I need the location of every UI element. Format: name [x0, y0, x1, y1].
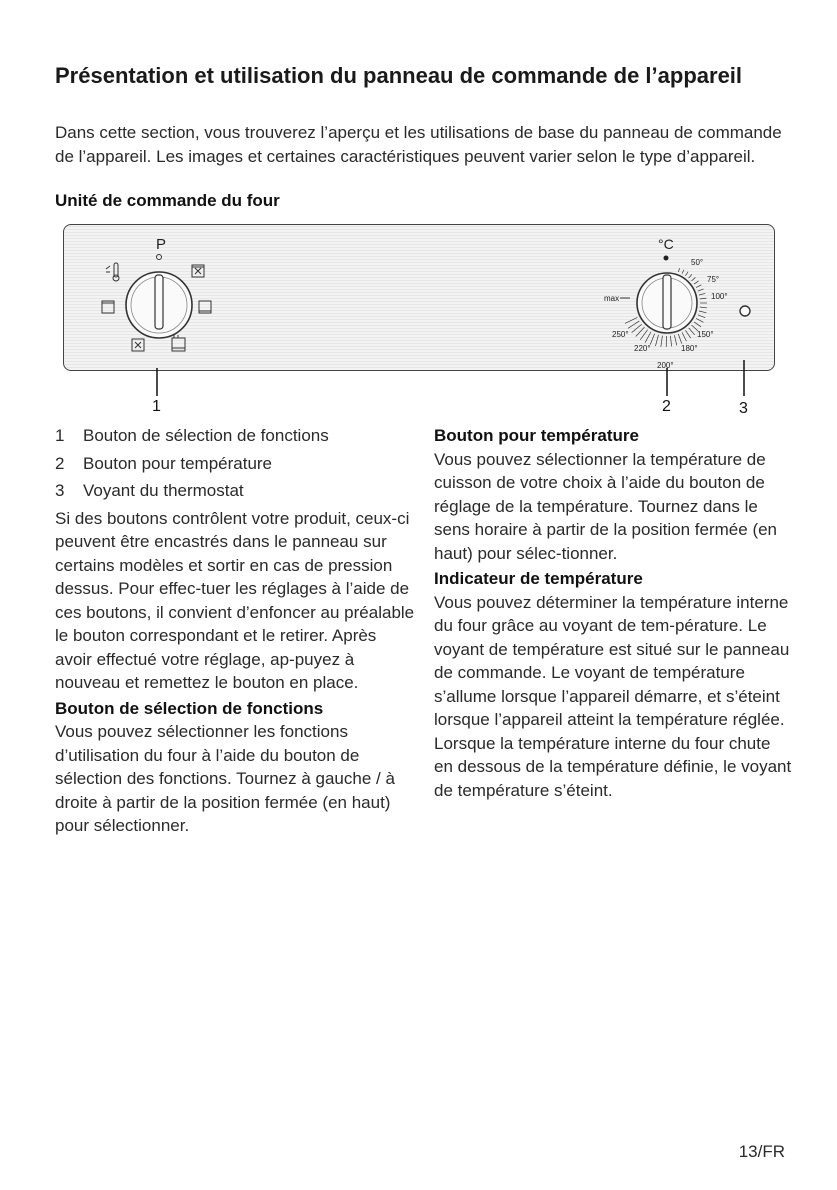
function-button-text: Vous pouvez sélectionner les fonctions d’utilisation du four à l’aide du bouton de sélection des fonctions. Tournez à gauche / à droite à partir de la position fermée (en haut) pour sélectionner.	[55, 722, 395, 835]
temperature-scale-tick	[698, 315, 705, 318]
temp-label-75: 75°	[707, 275, 720, 284]
temperature-indicator-text: Vous pouvez déterminer la température interne du four grâce au voyant de tem-pérature. Le voyant de température est situé sur le panneau de commande. Le voyant de température s’allume lorsque l’appareil démarre, et s’éteint lorsque l’appareil atteint la température réglée. Lorsque la température interne du four chute en dessous de la température définie, le voyant de température s’éteint.	[434, 592, 792, 800]
temperature-scale-tick	[699, 293, 705, 295]
legend-text: Bouton de sélection de fonctions	[83, 426, 329, 445]
temperature-scale-tick	[655, 335, 658, 346]
temperature-scale-tick	[674, 335, 676, 345]
legend-number: 3	[55, 481, 65, 500]
temperature-scale-tick	[645, 332, 651, 343]
oven-control-unit-heading: Unité de commande du four	[55, 191, 280, 210]
grill-icon	[132, 339, 144, 351]
temperature-scale-tick	[682, 332, 686, 341]
function-button-heading: Bouton de sélection de fonctions	[55, 698, 324, 718]
temperature-scale-tick	[689, 328, 695, 335]
legend-list	[55, 424, 415, 503]
temperature-scale-tick	[685, 272, 688, 276]
top-heat-icon	[102, 301, 114, 313]
oven-control-panel-illustration	[63, 224, 775, 371]
temperature-scale-tick	[685, 330, 690, 338]
temp-label-150: 150°	[697, 330, 714, 339]
temperature-knob-indicator-dot	[664, 256, 669, 261]
temperature-scale-tick	[700, 307, 707, 308]
intro-paragraph: Dans cette section, vous trouverez l’aperçu et les utilisations de base du panneau de commande de l’appareil. Les images et certaines caractéristiques peuvent varier selon le type d’appareil.	[55, 123, 782, 166]
temp-label-250: 250°	[612, 330, 629, 339]
temperature-scale-tick	[696, 318, 703, 322]
temperature-scale-tick	[661, 336, 663, 347]
legend-text: Voyant du thermostat	[83, 481, 244, 500]
temp-label-200: 200°	[657, 361, 674, 370]
temp-label-50: 50°	[691, 258, 704, 267]
temperature-scale-tick	[694, 322, 701, 327]
legend-item	[55, 479, 415, 503]
function-knob-grip	[155, 275, 163, 329]
callout-number-1: 1	[152, 398, 161, 415]
temperature-scale-tick	[699, 311, 706, 313]
temperature-scale-tick	[678, 268, 679, 272]
temp-label-100: 100°	[711, 292, 728, 301]
temperature-scale-tick	[698, 289, 704, 291]
temp-label-220: 220°	[634, 344, 651, 353]
bottom-heat-icon	[199, 301, 211, 313]
button-recess-paragraph: Si des boutons contrôlent votre produit, ceux-ci peuvent être encastrés dans le panneau sur certains modèles et sortir en cas de pression dessus. Pour effec-tuer les réglages à l’aide de ces boutons, il convient d’enfoncer au préalable le bouton correspondant et le retirer. Après avoir effectué votre réglage, ap-puyez à nouveau et remettez le bouton en place.	[55, 508, 415, 692]
temperature-scale-tick	[678, 334, 681, 343]
temperature-scale-tick	[696, 285, 701, 288]
grill-fan-icon	[192, 265, 204, 277]
left-column	[55, 424, 415, 838]
temperature-indicator-heading: Indicateur de température	[434, 569, 643, 588]
right-column	[434, 424, 794, 802]
thermometer-fan-icon	[106, 263, 119, 281]
function-knob-indicator-dot	[157, 255, 162, 260]
callout-number-2: 2	[662, 398, 671, 415]
thermostat-indicator-lamp	[740, 306, 750, 316]
defrost-icon	[172, 335, 185, 351]
temperature-scale-tick	[625, 317, 637, 323]
legend-text: Bouton pour température	[83, 453, 273, 473]
temp-label-180: 180°	[681, 344, 698, 353]
temperature-scale-tick	[689, 274, 692, 278]
legend-item	[55, 452, 415, 476]
temperature-scale-tick	[700, 298, 707, 299]
temperature-scale-tick	[692, 277, 696, 280]
temperature-scale-tick	[670, 336, 671, 347]
legend-number: 2	[55, 453, 65, 473]
function-knob-mark: P	[156, 236, 167, 253]
temperature-scale-tick	[694, 281, 699, 284]
temperature-knob-grip	[663, 275, 671, 329]
max-label: max	[604, 294, 620, 303]
legend-item	[55, 424, 415, 448]
callout-number-3: 3	[739, 400, 748, 417]
temperature-unit-label: °C	[658, 236, 674, 252]
legend-number: 1	[55, 426, 65, 445]
callout-lines	[0, 360, 837, 400]
page-number: 13/FR	[738, 1142, 785, 1161]
temperature-scale-tick	[640, 330, 647, 340]
temperature-button-text: Vous pouvez sélectionner la température de cuisson de votre choix à l’aide du bouton de réglage de la température. Tournez dans le sens horaire à partir de la position fermée (en haut) pour sélec-tionner.	[434, 449, 778, 563]
temperature-button-heading: Bouton pour température	[434, 426, 639, 445]
page-title: Présentation et utilisation du panneau de commande de l’appareil	[55, 63, 743, 88]
control-panel-drawing	[64, 225, 774, 370]
temperature-scale-tick	[650, 334, 654, 345]
temperature-scale-tick	[682, 270, 684, 274]
